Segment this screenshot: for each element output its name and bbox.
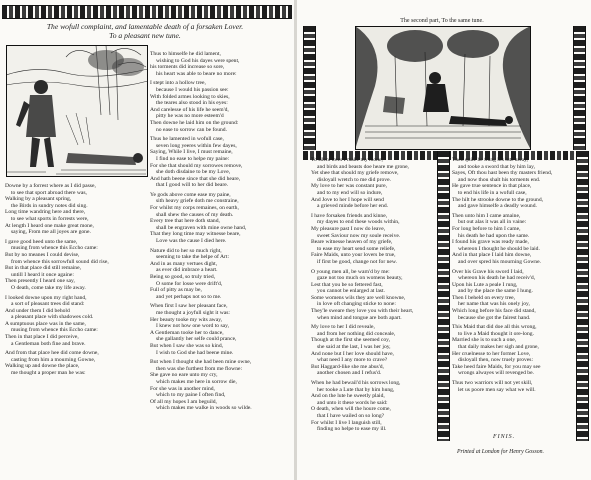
verse-line: and by the place the same I hung.: [458, 288, 533, 295]
verse-line: whereon his death he had receiv'd,: [458, 275, 536, 282]
verse-line: Her beauty tooke my wits away,: [150, 316, 223, 323]
verse-line: O death, come take my life away.: [11, 284, 86, 291]
verse-line: which to my paine I often find,: [156, 392, 226, 399]
title-line-2: To a pleasant new tune.: [109, 31, 181, 40]
verse-line: Then quite he flung his lute away,: [452, 157, 528, 163]
verse-line: But by no meanes I could devise,: [5, 251, 80, 258]
verse-line: to ease my heart send some reliefe,: [317, 245, 396, 252]
verse-line: I gave good heed unto the same,: [5, 238, 78, 245]
verse-line: in love oft changing sticke to none:: [317, 301, 396, 308]
verse-line: and now thou shalt his torments end.: [458, 176, 541, 183]
verse-line: Some womens wils they are well knowne,: [311, 294, 406, 301]
verse-line: I knew not how one word to say,: [156, 323, 229, 330]
verse-line: O some for losse were drift'd,: [156, 280, 223, 287]
verse-line: Upon his Lute a peale I rung,: [452, 281, 518, 288]
verse-line: I find no ease to helpe my paine:: [156, 155, 230, 162]
verse-line: a Gentleman both fine and brave.: [11, 340, 86, 347]
verse-line: Then presently I heard one say,: [5, 278, 75, 285]
verse-line: Walking up and downe the place,: [5, 363, 80, 370]
verse-line: I looked downe upon my right hand,: [5, 294, 87, 301]
verse-line: I found his grave was ready made,: [452, 239, 529, 246]
verse-line: Which long before his face did stand,: [452, 308, 536, 315]
verse-line: And none but I her love should have,: [311, 350, 394, 357]
verse-line: my dayes to end these woods within,: [317, 219, 400, 226]
verse-line: But when I thought she had been mine owne,: [150, 359, 252, 366]
verse-line: pitty he was no more esteem'd: [156, 113, 224, 120]
verse-line: At length I heard one make great mone,: [5, 222, 94, 229]
verse-line: and tooke a sword that by him lay,: [458, 163, 536, 170]
verse-line: Of all my hopes I am beguild,: [150, 398, 217, 405]
verse-line: Her cruelnesse to her former Love,: [452, 350, 531, 357]
verse-line: the teares also stood in his eyes:: [156, 100, 228, 107]
verse-line: musing from whence this Eccho came:: [11, 245, 98, 252]
verse-line: sweet Saviour now my soule receive.: [317, 232, 401, 239]
verse-line: but out alas it was all in vaine:: [458, 219, 527, 226]
verse-line: his heart was able to beare no more:: [156, 70, 237, 77]
verse-line: For whilst my corps remaines, on earth,: [150, 205, 239, 212]
verse-line: because I would his passion see:: [156, 86, 229, 93]
verse-line: from whence this sorrowfull sound did rise,: [11, 258, 109, 265]
stanza: [5, 239, 145, 292]
stanza: [311, 157, 435, 210]
verse-line: disloyall wretch to me did prove.: [317, 176, 391, 183]
verse-line: Thus he lamented in wofull case,: [150, 136, 224, 143]
second-part-heading: The second part, To the same tune.: [400, 18, 484, 24]
verse-line: I wish to God she had beene mine.: [156, 349, 234, 356]
verse-line: to end his life in a wofull case,: [458, 189, 527, 196]
right-page: [297, 0, 591, 480]
verse-line: whereon I thought he should be laid.: [458, 245, 540, 252]
verse-line: disloyall then, now truely proves:: [458, 357, 534, 364]
finis: FINIS.: [493, 434, 516, 440]
verse-line: That they long time may witnesse beare,: [150, 231, 241, 238]
stanza: [452, 324, 574, 377]
verse-line: that daily makes her sigh and grone,: [458, 344, 539, 351]
verse-line: My love to her I did reveale,: [311, 324, 375, 331]
verse-line: She gave no eare unto my cry,: [150, 372, 218, 379]
verse-line: For she was in another mind,: [150, 385, 215, 392]
verse-line: she said at the last, I was her joy,: [317, 344, 391, 351]
verse-line: seven long yeeres within few dayes,: [156, 142, 237, 149]
printer-imprint: Printed at London for Henry Gosson.: [457, 449, 544, 455]
verse-line: musing from whence this Eccho came:: [11, 327, 98, 334]
verse-line: to see that sport abroad there was,: [11, 189, 87, 196]
verse-line: if first be good, change not for new.: [317, 258, 397, 265]
verse-line: I stept into a hollow tree,: [150, 80, 206, 87]
verse-line: O death, when will the houre come,: [311, 406, 391, 413]
verse-line: For long before to him I came,: [452, 225, 521, 232]
right-page-column-1: [311, 157, 435, 436]
verse-line: Thus two warriors will not yet skill,: [452, 380, 533, 386]
verse-line: Every tree that here doth stand,: [150, 218, 220, 225]
verse-line: Then I beheld on every tree,: [452, 294, 516, 301]
verse-line: My love to her was constant pure,: [311, 183, 387, 190]
verse-line: and unto it these words he said:: [317, 399, 388, 406]
stanza: [150, 192, 290, 245]
verse-line: Faire Maids, unto your lovers be true,: [311, 252, 396, 259]
verse-line: And in as many vertues dight,: [150, 260, 218, 267]
verse-line: the Birds in sundry notes did sing.: [11, 202, 88, 209]
verse-line: saying, From me all joyes are gone.: [11, 229, 91, 236]
top-ornament-band: [2, 5, 292, 19]
center-ornament-column: [437, 151, 450, 441]
verse-line: she doth disdaine to be my Love,: [156, 169, 231, 176]
verse-line: Beare witnesse heaven of my griefe,: [311, 239, 393, 246]
stanza: [311, 269, 435, 322]
verse-line: and birds and beasts doe heare me grone,: [317, 163, 409, 170]
stanza: [150, 303, 290, 356]
verse-line: But Haggard-like she me abus'd,: [311, 363, 384, 370]
left-page-column-1: [5, 183, 145, 380]
verse-line: because she got the fairest hand.: [458, 314, 531, 321]
verse-line: And from that place hee did come downe,: [5, 350, 99, 357]
woodcut-lover-death-scene: [355, 26, 531, 150]
verse-line: Then in that place I did perceive,: [5, 334, 79, 341]
verse-line: Love was the cause I died here.: [156, 238, 227, 245]
verse-line: then was she furthest from me flowne:: [156, 365, 243, 372]
stanza: [150, 248, 290, 301]
verse-line: When he had bewail'd his sorrows long,: [311, 380, 401, 386]
verse-line: finding no helpe to ease my ill.: [317, 426, 387, 433]
stanza: [452, 157, 574, 210]
verse-line: The hilt he strooke downe to the ground,: [452, 196, 544, 203]
right-ornament-column: [573, 26, 586, 150]
stanza: [150, 80, 290, 133]
verse-line: a pleasant place with shadowes cold.: [11, 314, 94, 321]
verse-line: gaze not too much on womens beauty,: [317, 275, 403, 282]
left-page: [0, 0, 294, 480]
verse-line: when mind and tongue are both apart.: [317, 314, 402, 321]
verse-line: O young men all, be warn'd by me:: [311, 268, 390, 275]
left-page-column-2: [150, 51, 290, 415]
verse-line: Lest that you be so fettered fast,: [311, 281, 383, 288]
verse-line: untill I heard it once againe:: [11, 271, 74, 278]
verse-line: a sort of pleasant trees did stand:: [11, 301, 85, 308]
verse-line: and yet perhaps not so to me.: [156, 293, 222, 300]
verse-line: And under them I did behold: [5, 307, 70, 314]
verse-line: He gave true sentence in that place,: [452, 183, 532, 190]
verse-line: Downe by a forrest where as I did passe,: [5, 183, 96, 189]
verse-line: For whilst I live I languish still,: [311, 419, 382, 426]
verse-line: Thus to himselfe he did lament,: [150, 51, 221, 57]
verse-line: Being so good, so truly tried,: [150, 274, 216, 280]
verse-line: casting from him a mourning Gowne,: [11, 356, 96, 363]
verse-line: to see what sports in forrests were,: [11, 215, 89, 222]
verse-line: no ease to sorrow can be found.: [156, 126, 227, 133]
stanza: [311, 213, 435, 266]
verse-line: But in that place did still remaine,: [5, 265, 81, 272]
verse-line: and over spred his mourning Gowne.: [458, 258, 541, 265]
verse-line: Then unto him I came amaine,: [452, 212, 521, 219]
verse-line: Over his Grave his sword I laid,: [452, 268, 524, 275]
stanza: [5, 183, 145, 236]
verse-line: and to my end will so indure,: [317, 189, 383, 196]
verse-line: shall be engraven with mine owne hand,: [156, 224, 247, 231]
stanza: [452, 213, 574, 266]
verse-line: Take heed faire Maids, for you may see: [452, 363, 541, 370]
verse-line: A sumptuous place was in the same,: [5, 320, 86, 327]
verse-line: me thought a proper man he was:: [11, 370, 86, 377]
verse-line: her tooke a Lute that by him hung,: [317, 386, 395, 393]
verse-line: sith heavy griefe doth me constraine,: [156, 198, 239, 205]
verse-line: she gallantly her selfe could prance,: [156, 336, 237, 343]
verse-line: This Maid that did doe all this wrong,: [452, 324, 537, 331]
verse-line: When first I saw her pleasant face,: [150, 303, 228, 310]
verse-line: Married she is to such a one,: [452, 337, 517, 344]
verse-line: wishing to God his dayes were spent,: [156, 57, 240, 64]
verse-line: you cannot be enlarged at last.: [317, 288, 385, 295]
verse-line: Though at the first she seemed coy,: [311, 337, 391, 344]
verse-line: Long time wandring here and there,: [5, 209, 86, 216]
verse-line: which makes me here in sorrow die,: [156, 378, 237, 385]
verse-line: Sayes, Oft thou hast been thy masters friend,: [452, 170, 553, 177]
verse-line: another chosen and I refus'd.: [317, 370, 382, 377]
verse-line: to live a Maid thought it ore-long.: [458, 330, 534, 337]
verse-line: For she that should my sorrowes remove,: [150, 162, 243, 169]
verse-line: that I good will to her did beare.: [156, 182, 229, 189]
verse-line: A Gentleman tooke her to dance,: [150, 329, 224, 336]
verse-line: Ye gods above come ease my paine,: [150, 191, 231, 198]
verse-line: With folded armes looking to skies,: [150, 93, 230, 100]
ballad-title: [20, 22, 270, 40]
stanza: [5, 295, 145, 348]
verse-line: To silent trees I make my mone,: [311, 157, 383, 163]
woodcut-forlorn-lover: [6, 45, 148, 177]
verse-line: Then downe he laid him on the ground:: [150, 119, 239, 126]
verse-line: But when I saw she was so kind,: [150, 342, 224, 349]
stanza: [5, 350, 145, 376]
verse-line: And hath beene since that she did heare,: [150, 175, 241, 182]
verse-line: And on the lute he sweetly plaid,: [311, 393, 385, 400]
stanza: [452, 269, 574, 322]
verse-line: My pleasure past I now do leave,: [311, 225, 386, 232]
verse-line: and from her nothing did conceale,: [317, 330, 396, 337]
title-line-1: The wofull complaint, and lamentable death of a forsaken Lover.: [46, 22, 244, 31]
verse-line: that I have wailed on so long?: [317, 412, 385, 419]
verse-line: let us poore men say what we will.: [458, 386, 536, 393]
stanza: [150, 359, 290, 412]
verse-line: his torments did increase so sore,: [150, 64, 225, 71]
verse-line: And in that place I laid him downe,: [452, 252, 532, 259]
verse-line: Full of pitty as may be,: [150, 287, 202, 294]
verse-line: seeming to take the helpe of Art:: [156, 254, 230, 261]
verse-line: They'le sweare they love you with their heart,: [311, 308, 414, 315]
verse-line: Walking by a pleasant spring,: [5, 196, 72, 203]
verse-line: and gave himselfe a deadly wound.: [458, 203, 537, 210]
verse-line: a grieved minde before her end.: [317, 203, 389, 210]
stanza: [311, 380, 435, 433]
stanza: [452, 380, 574, 393]
right-page-column-2: [452, 157, 574, 396]
stanza: [311, 324, 435, 377]
verse-line: I have forsaken friends and kinne,: [311, 212, 388, 219]
outer-ornament-column: [576, 151, 589, 441]
stanza: [150, 51, 290, 77]
verse-line: And Jove to her I hope will send: [311, 196, 384, 203]
verse-line: her name that was his onely joy,: [458, 301, 530, 308]
left-ornament-column: [303, 26, 316, 150]
verse-line: Nature did to her so much right,: [150, 247, 222, 254]
verse-line: shall shew the causes of my death.: [156, 211, 234, 218]
verse-line: wrongs alwayes will revenged be.: [458, 370, 534, 377]
verse-line: as ever did imbrace a heart.: [156, 267, 218, 274]
verse-line: what need I any more to crave?: [317, 357, 388, 364]
verse-line: me thought a joyfull sight it was:: [156, 309, 230, 316]
verse-line: Saying, While I live, I must remaine,: [150, 149, 233, 156]
verse-line: And carelesse of his life he seem'd,: [150, 106, 229, 113]
stanza: [150, 136, 290, 189]
verse-line: which makes me walke in woods so wilde.: [156, 405, 252, 412]
verse-line: Yet shee that should my griefe remove,: [311, 170, 399, 177]
verse-line: his death he had upon the same.: [458, 232, 530, 239]
